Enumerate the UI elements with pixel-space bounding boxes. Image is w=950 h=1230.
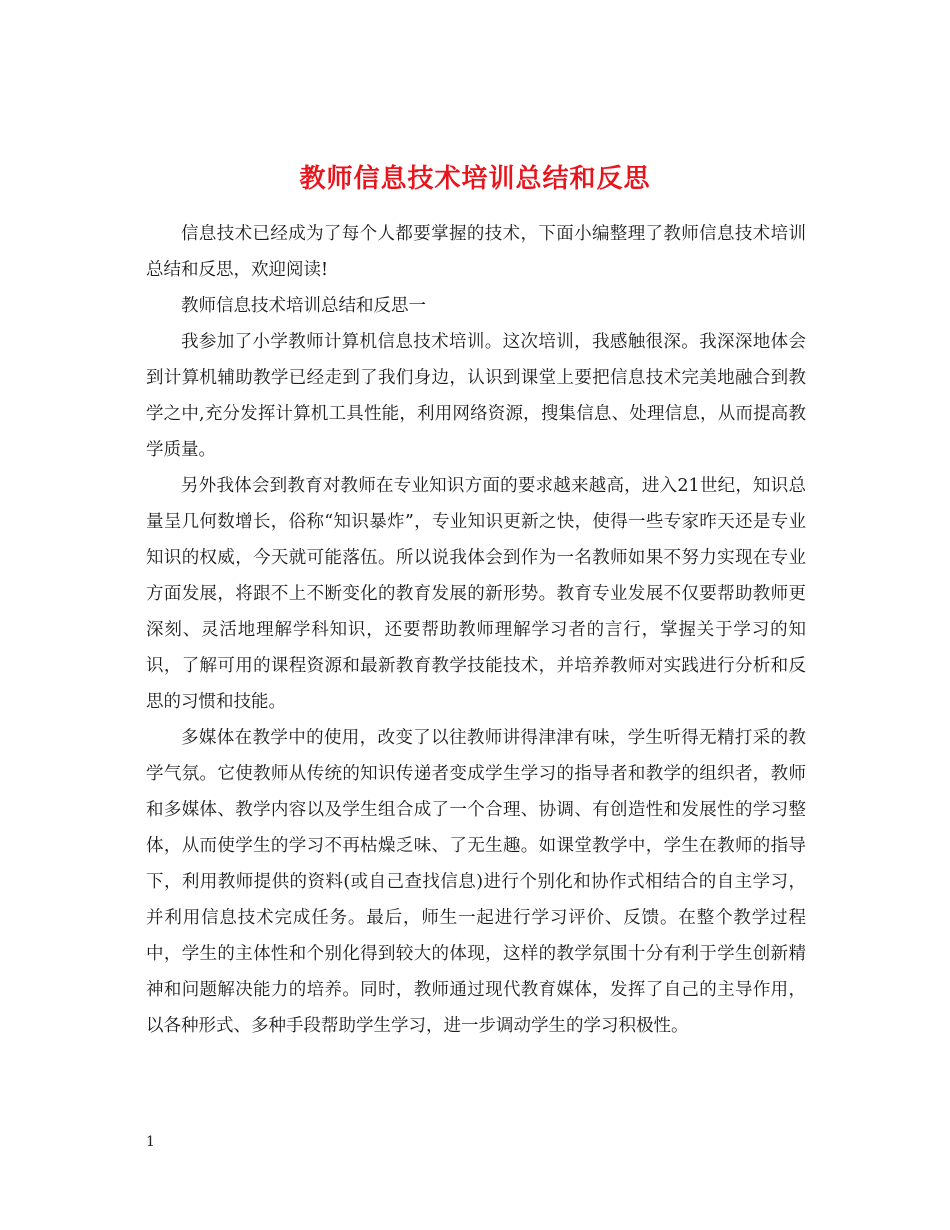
body-paragraph-2: 另外我体会到教育对教师在专业知识方面的要求越来越高，进入21世纪，知识总量呈几何数增长，俗称“知识暴炸”，专业知识更新之快，使得一些专家昨天还是专业知识的权威，今天就可能落伍。所以说我体会到作为一名教师如果不努力实现在专业方面发展，将跟不上不断变化的教育发展的新形势。教育专业发展不仅要帮助教师更深刻、灵活地理解学科知识，还要帮助教师理解学习者的言行，掌握关于学习的知识，了解可用的课程资源和最新教育教学技能技术，并培养教师对实践进行分析和反思的习惯和技能。	[146, 476, 806, 712]
document-body	[146, 216, 806, 1044]
intro-paragraph: 信息技术已经成为了每个人都要掌握的技术，下面小编整理了教师信息技术培训总结和反思，欢迎阅读!	[146, 224, 806, 280]
page-number: 1	[146, 1134, 155, 1150]
document-title: 教师信息技术培训总结和反思	[299, 164, 651, 195]
section-heading: 教师信息技术培训总结和反思一	[181, 296, 426, 316]
body-paragraph-3: 多媒体在教学中的使用，改变了以往教师讲得津津有味，学生听得无精打采的教学气氛。它使教师从传统的知识传递者变成学生学习的指导者和教学的组织者，教师和多媒体、教学内容以及学生组合成了一个合理、协调、有创造性和发展性的学习整体，从而使学生的学习不再枯燥乏味、了无生趣。如课堂教学中，学生在教师的指导下，利用教师提供的资料(或自己查找信息)进行个别化和协作式相结合的自主学习，并利用信息技术完成任务。最后，师生一起进行学习评价、反馈。在整个教学过程中，学生的主体性和个别化得到较大的体现，这样的教学氛围十分有利于学生创新精神和问题解决能力的培养。同时，教师通过现代教育媒体，发挥了自己的主导作用，以各种形式、多种手段帮助学生学习，进一步调动学生的学习积极性。	[146, 728, 806, 1036]
body-paragraph-1: 我参加了小学教师计算机信息技术培训。这次培训，我感触很深。我深深地体会到计算机辅助教学已经走到了我们身边，认识到课堂上要把信息技术完美地融合到教学之中,充分发挥计算机工具性能，利用网络资源，搜集信息、处理信息，从而提高教学质量。	[146, 332, 806, 460]
